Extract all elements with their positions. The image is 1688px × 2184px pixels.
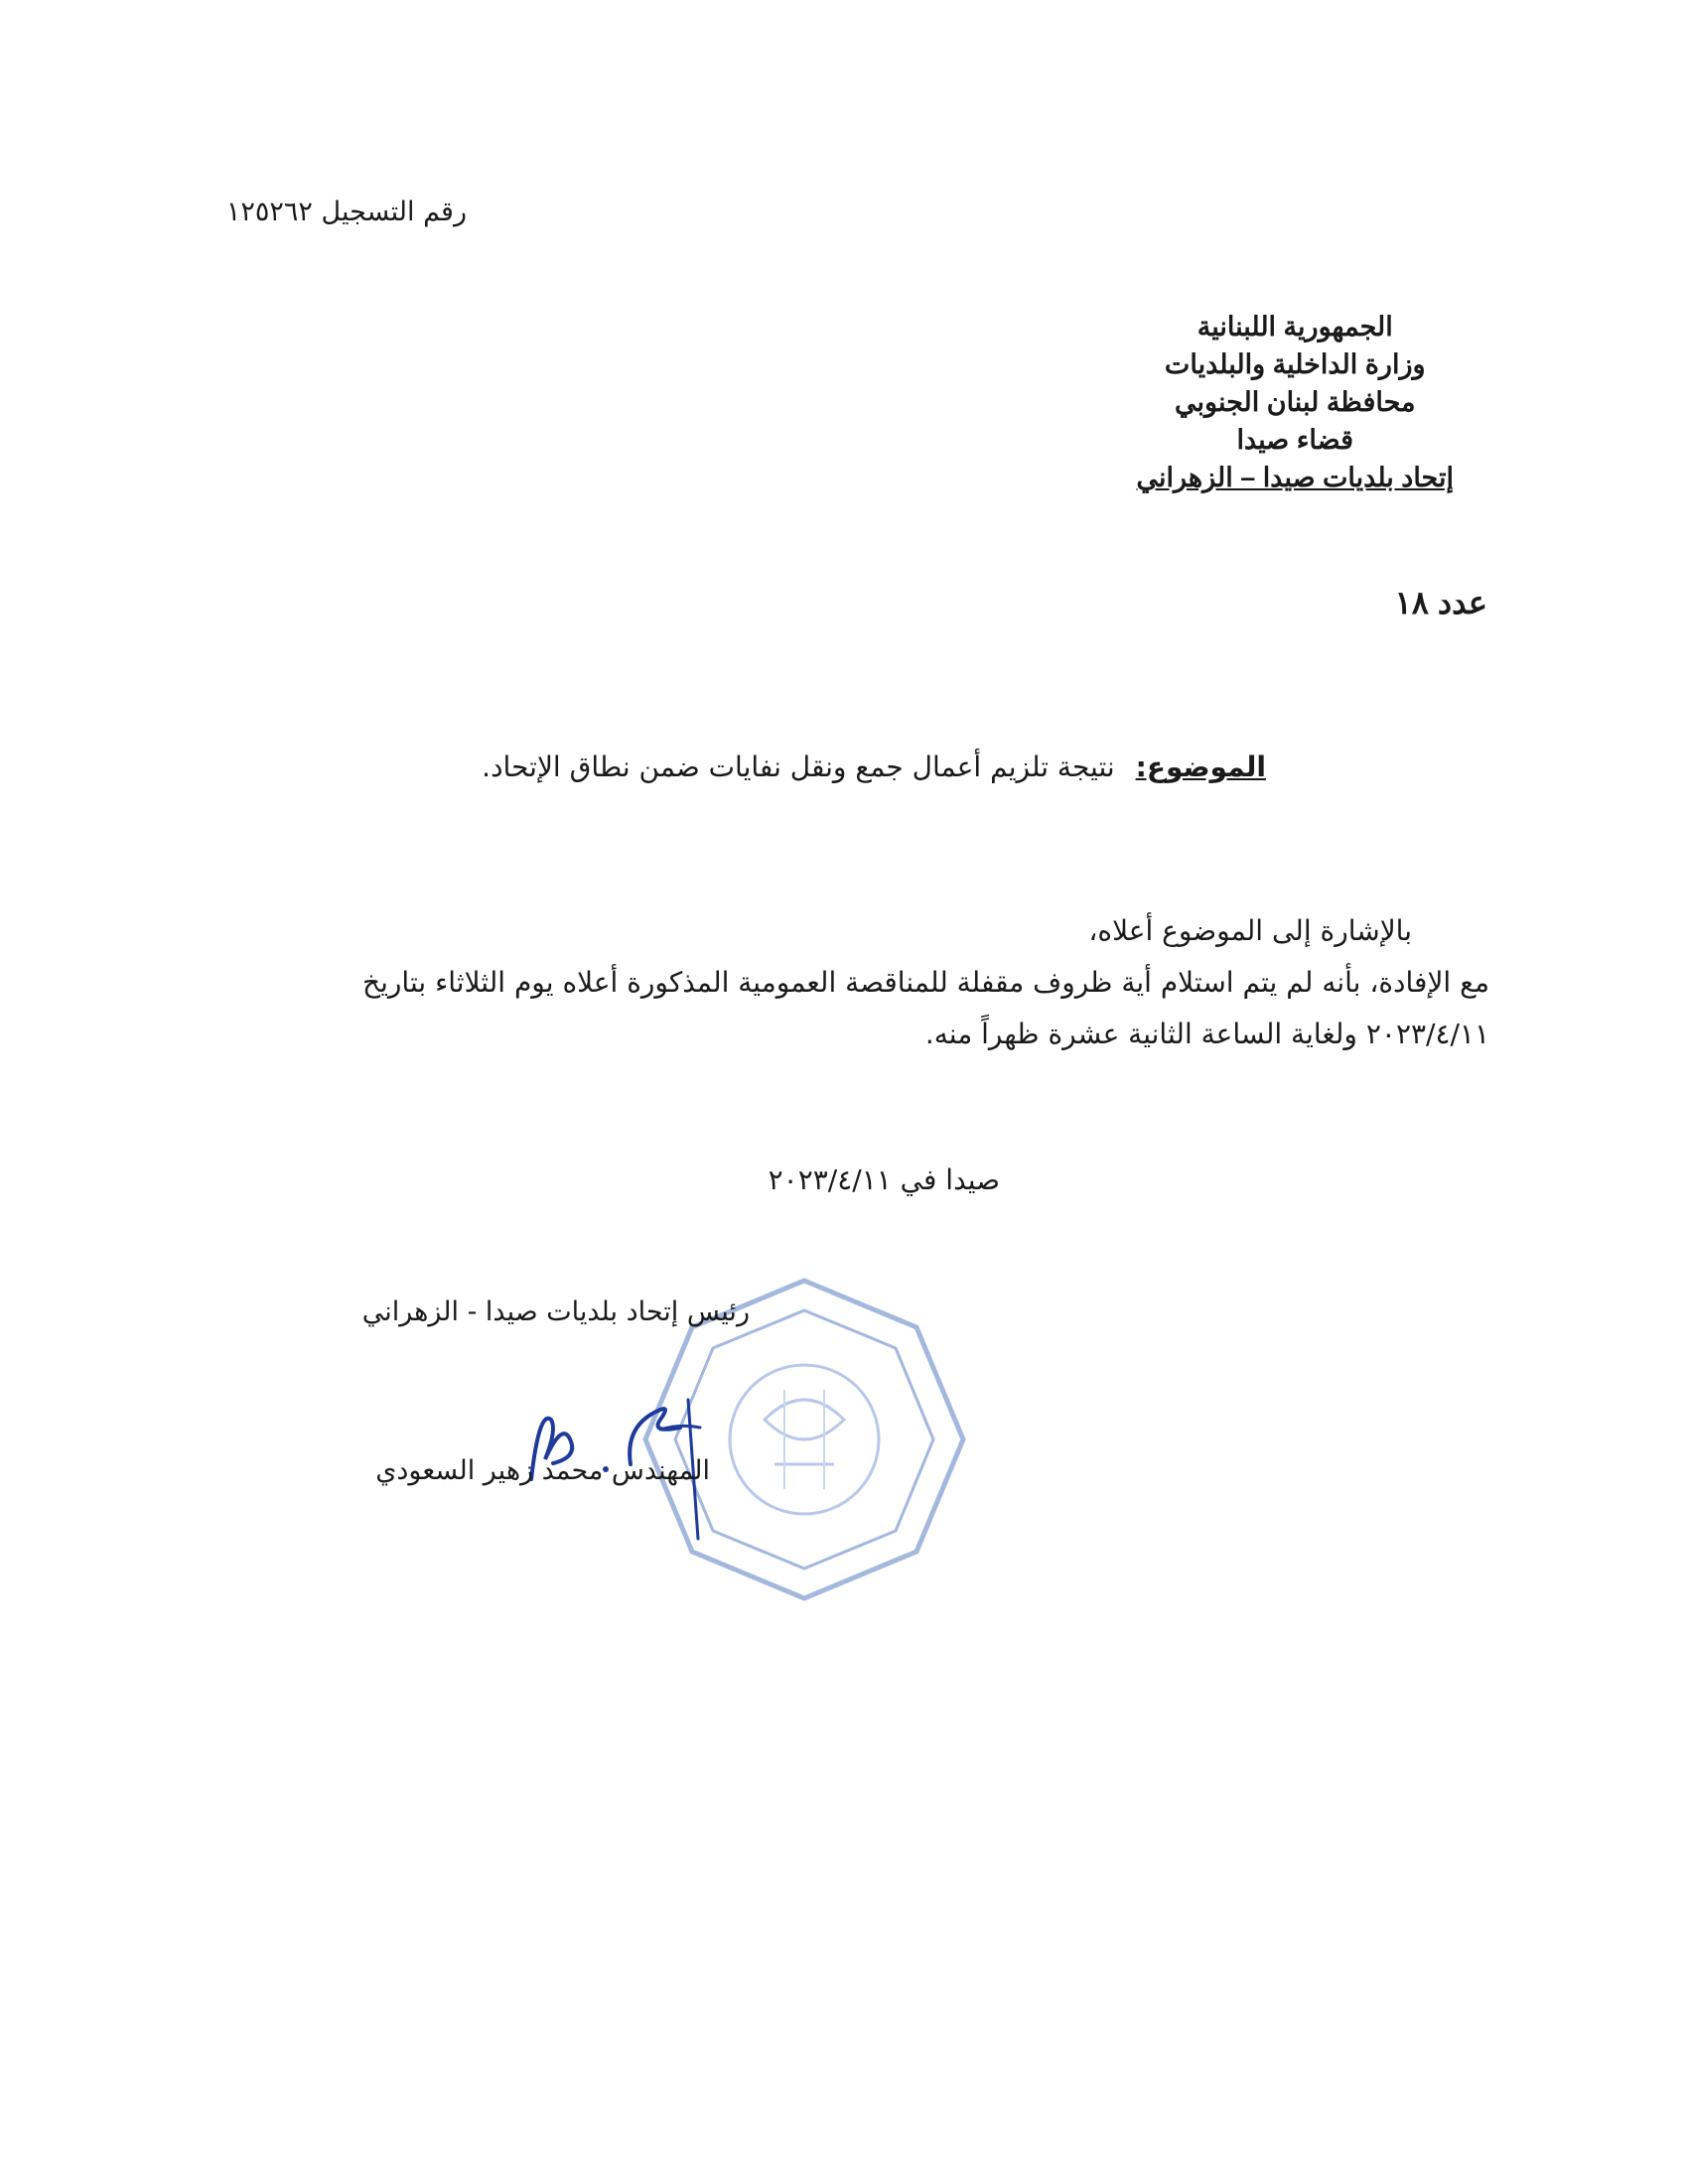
issue-number: عدد ١٨: [1394, 585, 1487, 620]
header-union: إتحاد بلديات صيدا – الزهراني: [1136, 463, 1454, 492]
subject-label: الموضوع:: [1135, 751, 1266, 783]
header-district: قضاء صيدا: [1236, 425, 1353, 455]
body-line-2: مع الإفادة، بأنه لم يتم استلام أية ظروف مقفلة للمناقصة العمومية المذكورة أعلاه يوم الثلاثاء بتاريخ: [362, 966, 1489, 999]
registration-number: رقم التسجيل ١٢٥٢٦٢: [225, 197, 467, 227]
body-line-3: ٢٠٢٣/٤/١١ ولغاية الساعة الثانية عشرة ظهراً منه.: [924, 1018, 1489, 1050]
subject-text: نتيجة تلزيم أعمال جمع ونقل نفايات ضمن نطاق الإتحاد.: [482, 751, 1115, 783]
place-date: صيدا في ٢٠٢٣/٤/١١: [768, 1163, 1000, 1196]
signatory-name: المهندس محمد زهير السعودي: [375, 1455, 710, 1486]
subject-line: [482, 751, 1266, 783]
header-republic: الجمهورية اللبنانية: [1196, 312, 1393, 341]
header-ministry: وزارة الداخلية والبلديات: [1164, 349, 1426, 379]
letterhead: [1136, 308, 1454, 496]
header-governorate: محافظة لبنان الجنوبي: [1174, 387, 1416, 417]
letter-body: [362, 905, 1489, 1060]
signatory-title: رئيس إتحاد بلديات صيدا - الزهراني: [361, 1297, 750, 1327]
body-line-1: بالإشارة إلى الموضوع أعلاه،: [1088, 914, 1412, 947]
